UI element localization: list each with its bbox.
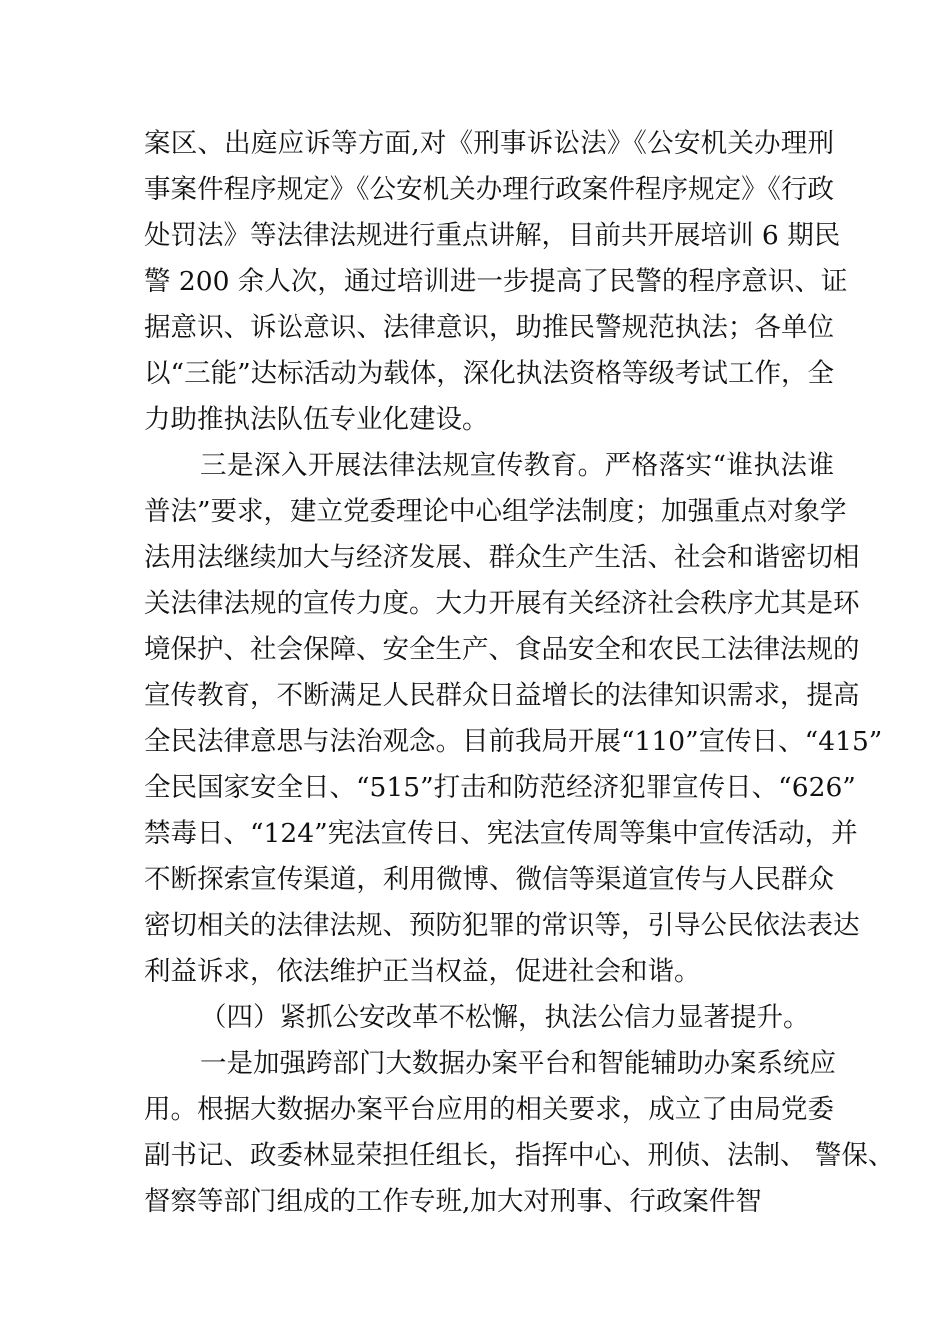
- text-line: 副书记、政委林显荣担任组长，指挥中心、刑侦、法制、 警保、: [144, 1140, 895, 1171]
- text-line: 案区、出庭应诉等方面,对《刑事诉讼法》《公安机关办理刑: [144, 128, 834, 159]
- text-line: 全民国家安全日、“515”打击和防范经济犯罪宣传日、“626”: [144, 772, 856, 803]
- text-line: 督察等部门组成的工作专班,加大对刑事、行政案件智: [144, 1186, 762, 1217]
- text-line: 境保护、社会保障、安全生产、食品安全和农民工法律法规的: [144, 634, 860, 665]
- section-heading: （四）紧抓公安改革不松懈，执法公信力显著提升。: [200, 1002, 810, 1033]
- text-line: 宣传教育，不断满足人民群众日益增长的法律知识需求，提高: [144, 680, 860, 711]
- text-line: 关法律法规的宣传力度。大力开展有关经济社会秩序尤其是环: [144, 588, 860, 619]
- text-line: 法用法继续加大与经济发展、群众生产生活、社会和谐密切相: [144, 542, 860, 573]
- text-line: 处罚法》等法律法规进行重点讲解，目前共开展培训 6 期民: [144, 220, 841, 251]
- text-line: 警 200 余人次，通过培训进一步提高了民警的程序意识、证: [144, 266, 848, 297]
- text-line: 不断探索宣传渠道，利用微博、微信等渠道宣传与人民群众: [144, 864, 834, 895]
- paragraph-heading-line: 三是深入开展法律法规宣传教育。严格落实“谁执法谁: [200, 450, 834, 481]
- text-line: 力助推执法队伍专业化建设。: [144, 404, 489, 435]
- text-line: 以“三能”达标活动为载体，深化执法资格等级考试工作，全: [144, 358, 834, 389]
- text-line: 据意识、诉讼意识、法律意识，助推民警规范执法；各单位: [144, 312, 834, 343]
- text-line: 事案件程序规定》《公安机关办理行政案件程序规定》《行政: [144, 174, 834, 205]
- text-line: 普法”要求，建立党委理论中心组学法制度；加强重点对象学: [144, 496, 847, 527]
- text-line: 禁毒日、“124”宪法宣传日、宪法宣传周等集中宣传活动，并: [144, 818, 858, 849]
- text-line: 用。根据大数据办案平台应用的相关要求，成立了由局党委: [144, 1094, 834, 1125]
- text-line: 密切相关的法律法规、预防犯罪的常识等，引导公民依法表达: [144, 910, 860, 941]
- text-line: 利益诉求，依法维护正当权益，促进社会和谐。: [144, 956, 701, 987]
- paragraph-heading-line: 一是加强跨部门大数据办案平台和智能辅助办案系统应: [200, 1048, 836, 1079]
- text-line: 全民法律意思与法治观念。目前我局开展“110”宣传日、“415”: [144, 726, 883, 757]
